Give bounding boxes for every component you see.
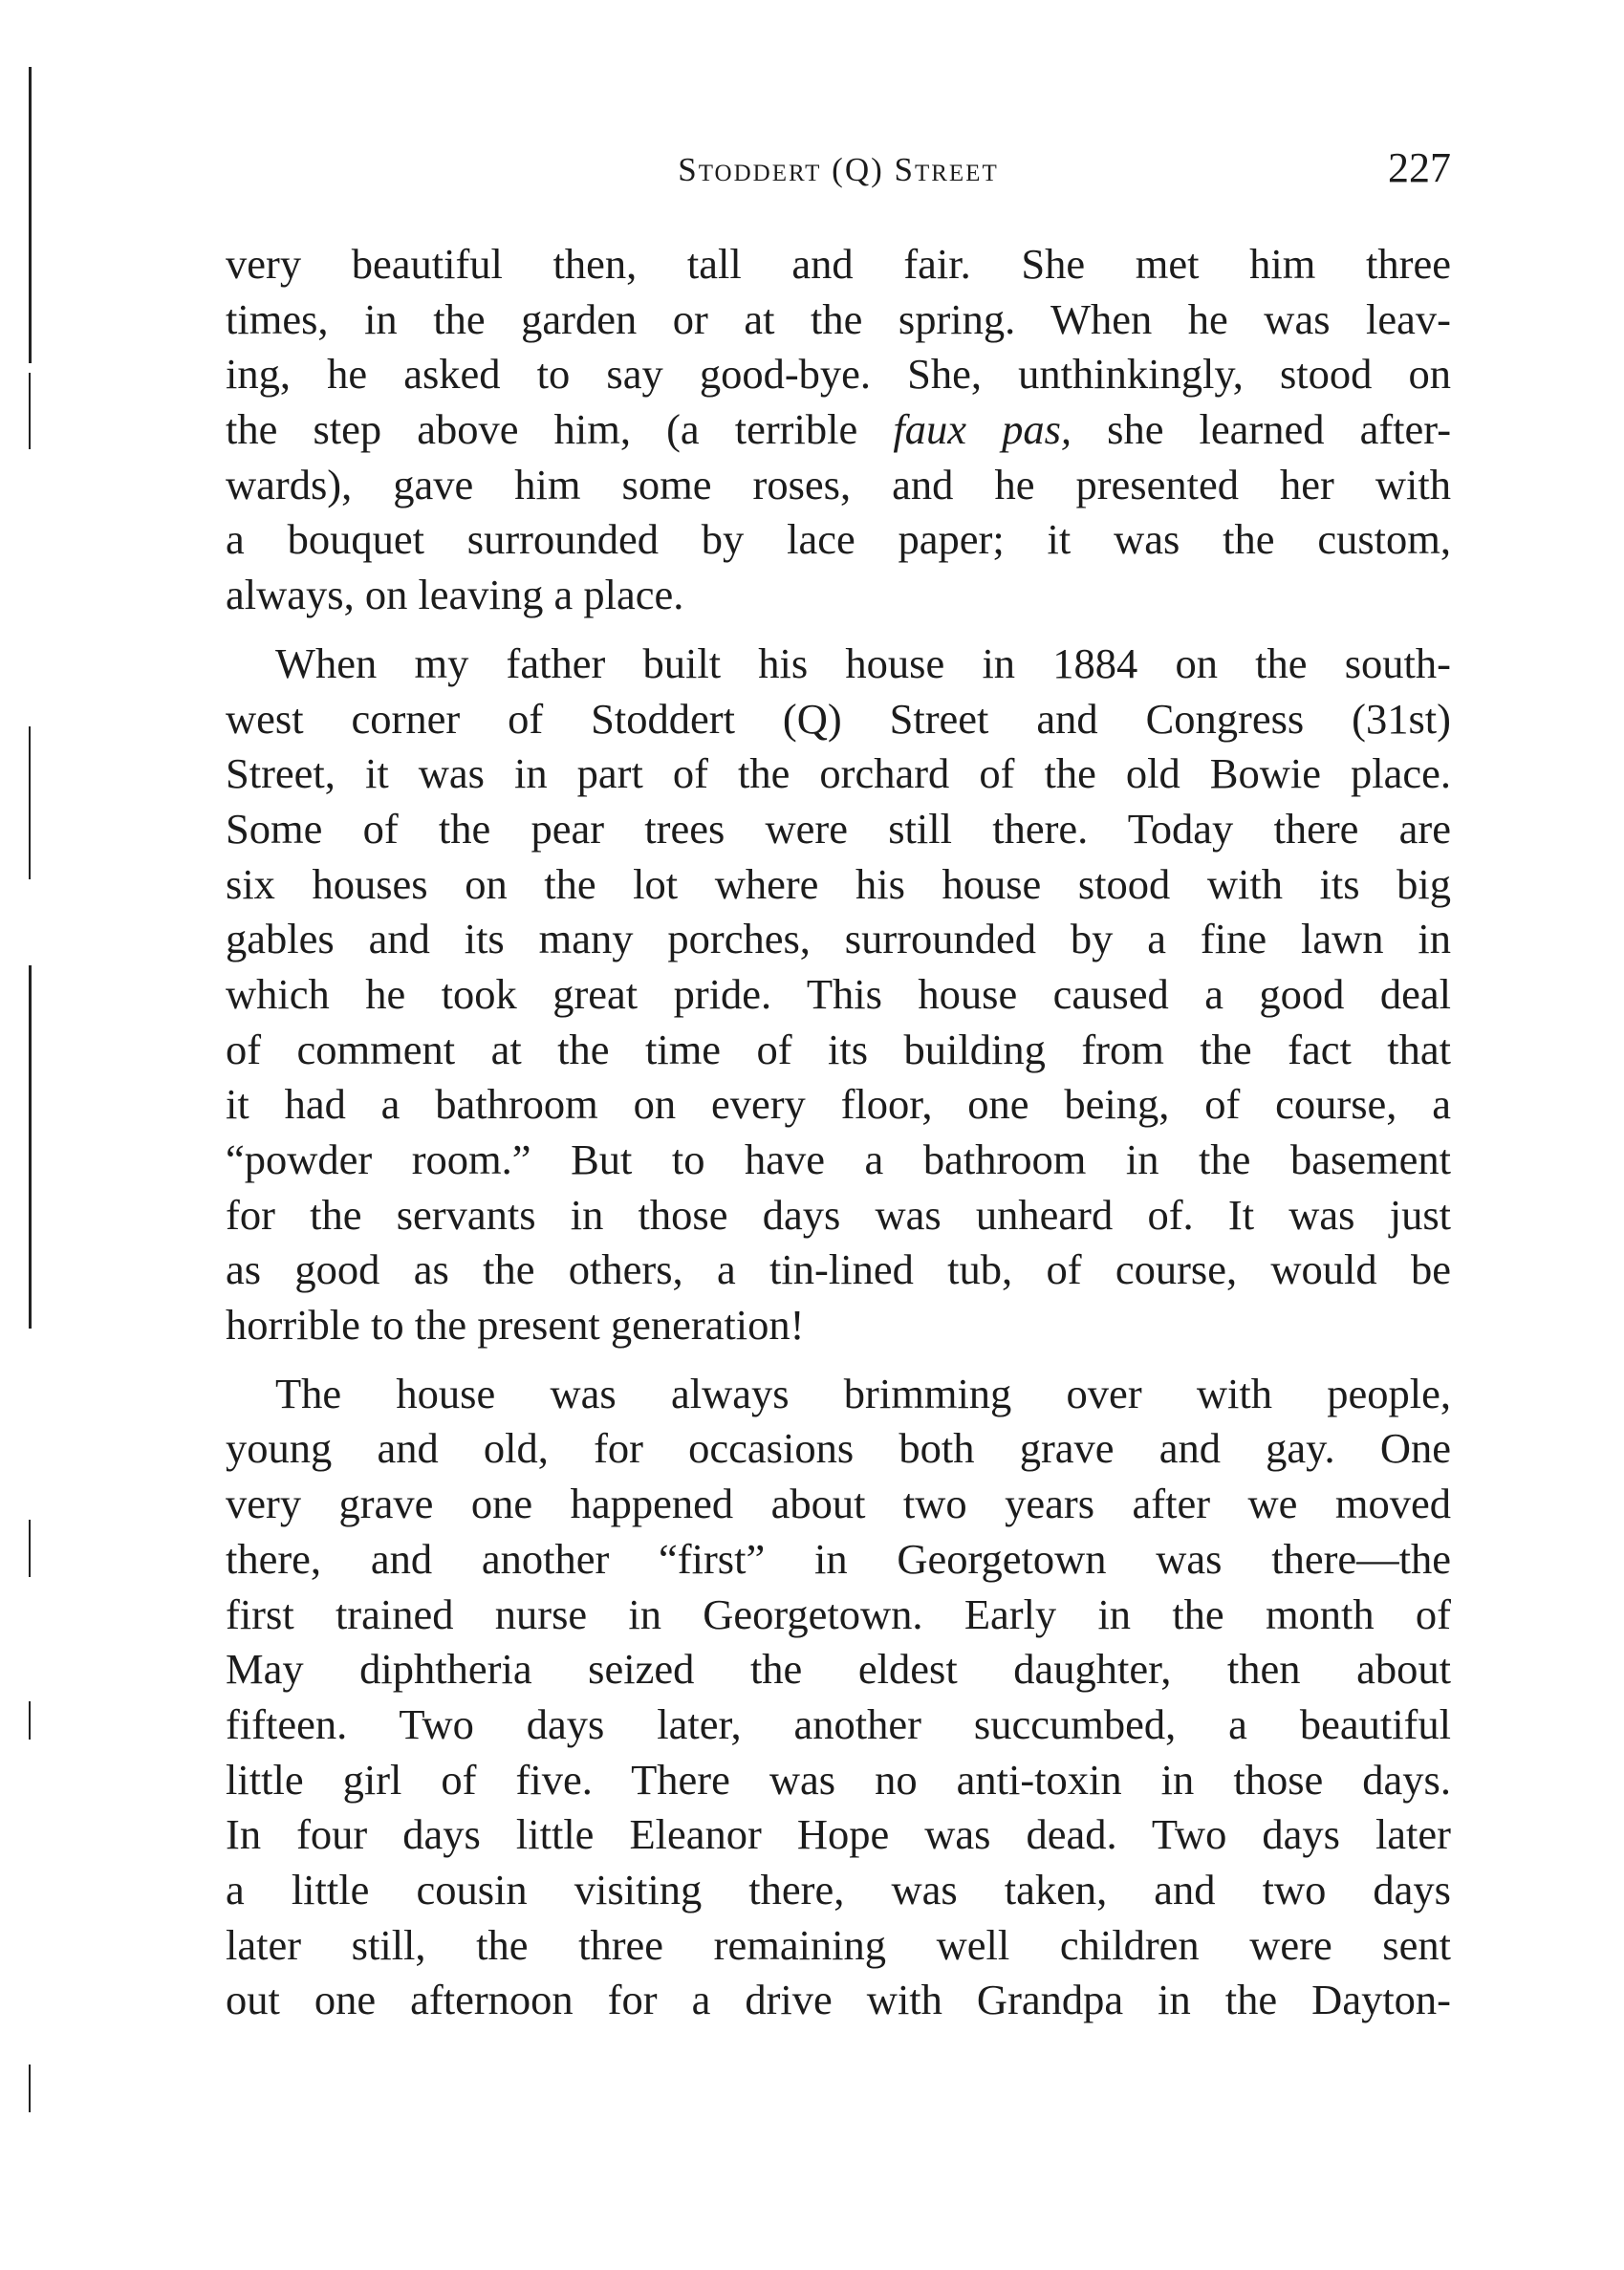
text-span: she learned after- <box>1072 405 1452 454</box>
text-line: which he took great pride. This house caused a good deal <box>226 969 1451 1018</box>
text-line: When my father built his house in 1884 on the south- <box>275 638 1451 687</box>
text-line: horrible to the present generation! <box>226 1301 805 1350</box>
text-line: a little cousin visiting there, was taken, and two days <box>226 1865 1451 1913</box>
text-line: west corner of Stoddert (Q) Street and Congress (31st) <box>226 694 1451 743</box>
body-text <box>226 237 1451 2028</box>
text-line: for the servants in those days was unheard of. It was just <box>226 1190 1451 1239</box>
scan-edge-mark <box>29 2065 31 2112</box>
text-line: young and old, for occasions both grave and gay. One <box>226 1424 1451 1473</box>
text-line: of comment at the time of its building from the fact that <box>226 1025 1451 1073</box>
text-line: later still, the three remaining well children were sent <box>226 1920 1451 1969</box>
text-line: “powder room.” But to have a bathroom in the basement <box>226 1135 1451 1183</box>
paragraph-2 <box>226 637 1451 1353</box>
paragraph-3 <box>226 1367 1451 2028</box>
text-span: the step above him, (a terrible <box>226 405 894 454</box>
text-line: a bouquet surrounded by lace paper; it was the custom, <box>226 515 1451 564</box>
text-line: wards), gave him some roses, and he presented her with <box>226 460 1451 508</box>
text-line: times, in the garden or at the spring. When he was leav- <box>226 294 1451 343</box>
text-line: very beautiful then, tall and fair. She met him three <box>226 240 1451 288</box>
scan-edge-mark <box>29 965 32 1329</box>
text-line: very grave one happened about two years after we moved <box>226 1480 1451 1528</box>
text-line: six houses on the lot where his house stood with its big <box>226 859 1451 908</box>
text-line: there, and another “first” in Georgetown was there—the <box>226 1534 1451 1583</box>
scan-edge-mark <box>29 1520 31 1577</box>
paragraph-1 <box>226 237 1451 623</box>
text-line: little girl of five. There was no anti-toxin in those days. <box>226 1755 1451 1804</box>
text-line: ing, he asked to say good-bye. She, unthinkingly, stood on <box>226 350 1451 399</box>
text-line: The house was always brimming over with people, <box>275 1369 1451 1417</box>
text-line: Some of the pear trees were still there. Today there are <box>226 804 1451 853</box>
text-line <box>226 402 1451 458</box>
text-line: gables and its many porches, surrounded by a fine lawn in <box>226 915 1451 963</box>
page-number: 227 <box>1388 144 1451 191</box>
text-line: Street, it was in part of the orchard of the old Bowie place. <box>226 749 1451 798</box>
text-line: it had a bathroom on every floor, one being, of course, a <box>226 1080 1451 1129</box>
running-title: Stoddert (Q) Street <box>678 151 999 188</box>
scan-edge-mark <box>29 373 31 449</box>
running-head <box>226 143 1451 201</box>
scan-edge-mark <box>29 726 31 879</box>
text-line: May diphtheria seized the eldest daughter, then about <box>226 1645 1451 1694</box>
scan-edge-mark <box>29 67 32 363</box>
text-line: In four days little Eleanor Hope was dead. Two days later <box>226 1810 1451 1859</box>
text-line: fifteen. Two days later, another succumbed, a beautiful <box>226 1699 1451 1748</box>
text-line: always, on leaving a place. <box>226 571 684 619</box>
scan-edge-mark <box>29 1701 31 1740</box>
text-line: out one afternoon for a drive with Grandpa in the Dayton- <box>226 1976 1451 2024</box>
italic-phrase: faux pas, <box>893 405 1072 454</box>
text-line: as good as the others, a tin-lined tub, of course, would be <box>226 1245 1451 1294</box>
text-line: first trained nurse in Georgetown. Early in the month of <box>226 1589 1451 1638</box>
